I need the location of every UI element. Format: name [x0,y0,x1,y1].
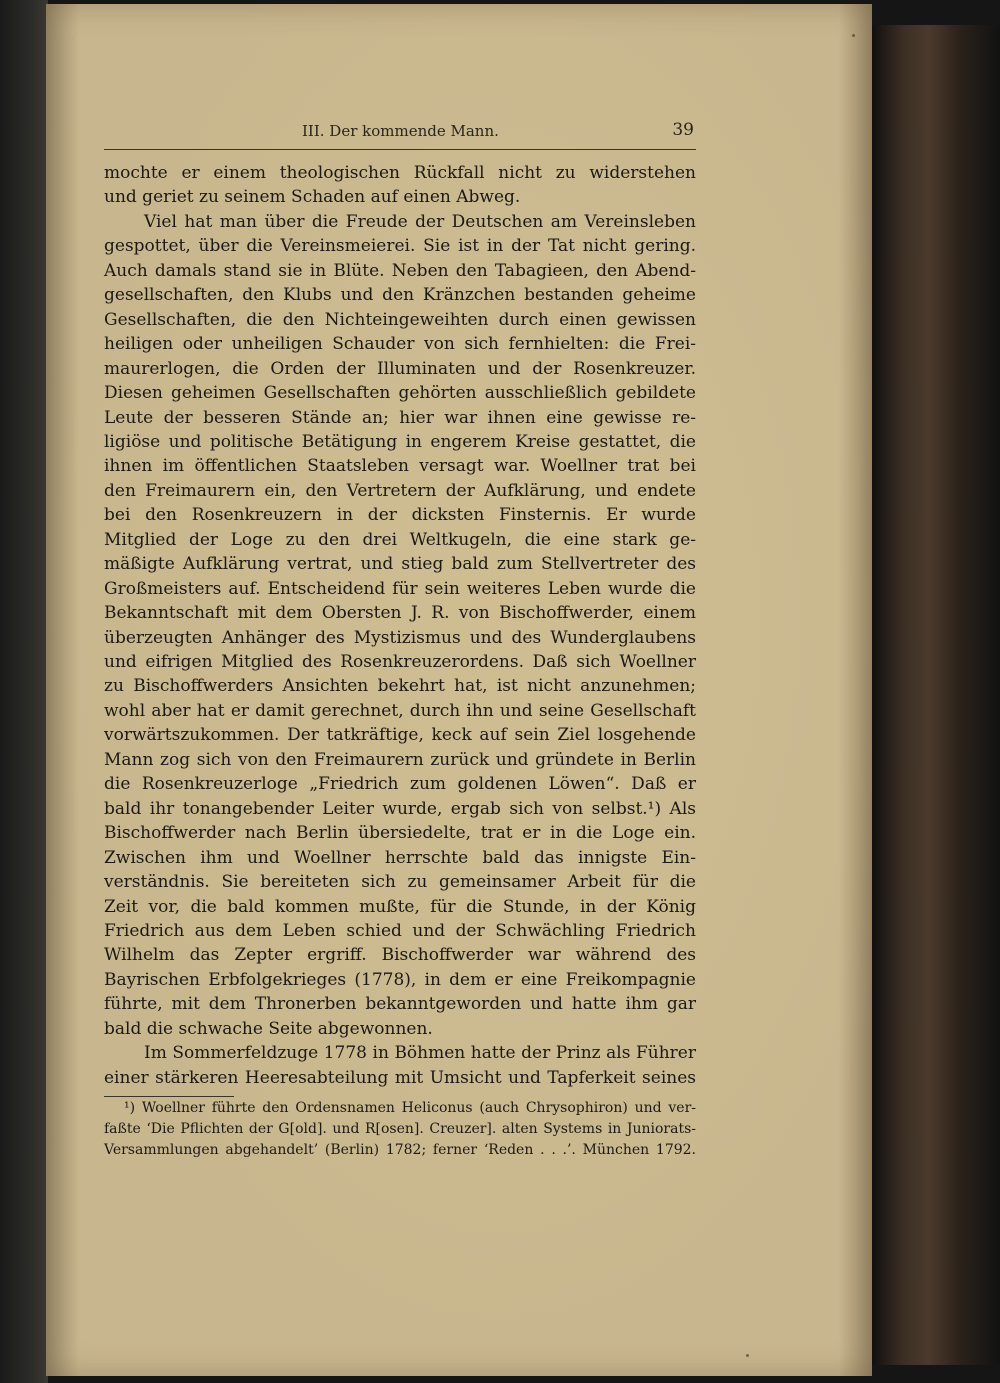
text-line: Im Sommerfeldzuge 1778 in Böhmen hatte der Prinz als Führer [144,1043,696,1064]
paper-speck [852,34,855,37]
text-line: den Freimaurern ein, den Vertretern der Aufklärung, und endete [104,480,696,501]
paper-speck [746,1354,749,1357]
text-line: und eifrigen Mitglied des Rosenkreuzerordens. Daß sich Woellner [104,652,696,672]
text-line: einer stärkeren Heeresabteilung mit Umsicht und Tapferkeit seines [104,1067,696,1088]
text-line: die Rosenkreuzerloge „Friedrich zum goldenen Löwen“. Daß er [104,774,696,795]
text-line: bald die schwache Seite abgewonnen. [104,1018,433,1039]
text-line: Zwischen ihm und Woellner herrschte bald das innigste Ein- [104,847,696,868]
footnote-line: faßte ‘Die Pflichten der G[old]. und R[osen]. Creuzer]. alten Systems in Juniorats- [104,1121,696,1137]
text-line: Bayrischen Erbfolgekrieges (1778), in dem er eine Freikompagnie [104,969,696,990]
text-line: gespottet, über die Vereinsmeierei. Sie ist in der Tat nicht gering. [104,236,696,257]
chapter-title: III. Der kommende Mann. [302,122,499,140]
text-line: Mitglied der Loge zu den drei Weltkugeln, die eine stark ge- [104,529,696,550]
text-line: bald ihr tonangebender Leiter wurde, ergab sich von selbst.¹) Als [104,798,696,819]
text-line: mäßigte Aufklärung vertrat, und stieg bald zum Stellvertreter des [104,554,696,575]
text-line: ihnen im öffentlichen Staatsleben versagt war. Woellner trat bei [104,456,696,477]
text-line: mochte er einem theologischen Rückfall nicht zu widerstehen [104,163,696,183]
text-line: gesellschaften, den Klubs und den Kränzchen bestanden geheime [104,285,696,306]
text-line: Auch damals stand sie in Blüte. Neben den Tabagieen, den Abend- [104,260,696,281]
text-line: führte, mit dem Thronerben bekanntgeworden und hatte ihm gar [104,994,696,1015]
footnote-line: Versammlungen abgehandelt’ (Berlin) 1782; ferner ‘Reden . . .’. München 1792. [104,1142,696,1158]
text-line: ligiöse und politische Betätigung in engerem Kreise gestattet, die [104,431,696,452]
text-line: überzeugten Anhänger des Mystizismus und des Wunderglaubens [104,627,696,648]
text-line: Mann zog sich von den Freimaurern zurück und gründete in Berlin [104,749,696,770]
text-line: Friedrich aus dem Leben schied und der Schwächling Friedrich [104,920,696,941]
text-line: wohl aber hat er damit gerechnet, durch ihn und seine Gesellschaft [104,700,696,721]
book-binding-edge [870,25,1000,1365]
header-rule [104,149,696,150]
text-line: Diesen geheimen Gesellschaften gehörten ausschließlich gebildete [104,383,696,404]
text-line: verständnis. Sie bereiteten sich zu gemeinsamer Arbeit für die [104,872,696,893]
text-line: Zeit vor, die bald kommen mußte, für die Stunde, in der König [104,896,696,917]
text-line: Viel hat man über die Freude der Deutschen am Vereinsleben [144,211,696,232]
text-line: Großmeisters auf. Entscheidend für sein weiteres Leben wurde die [104,578,696,599]
text-line: Bekanntschaft mit dem Obersten J. R. von Bischoffwerder, einem [104,603,696,624]
footnote-rule [104,1096,234,1097]
text-line: maurerlogen, die Orden der Illuminaten und der Rosenkreuzer. [104,358,696,379]
page-number: 39 [672,120,694,140]
left-page-edge [0,0,48,1383]
text-line: Wilhelm das Zepter ergriff. Bischoffwerder war während des [104,945,696,966]
text-line: und geriet zu seinem Schaden auf einen Abweg. [104,187,521,208]
page-sheet [46,4,872,1376]
text-line: Bischoffwerder nach Berlin übersiedelte, trat er in die Loge ein. [104,823,696,844]
text-line: bei den Rosenkreuzern in der dicksten Finsternis. Er wurde [104,505,696,526]
text-line: Gesellschaften, die den Nichteingeweihten durch einen gewissen [104,309,696,330]
footnote-line: ¹) Woellner führte den Ordensnamen Heliconus (auch Chrysophiron) und ver- [124,1100,696,1116]
text-line: Leute der besseren Stände an; hier war ihnen eine gewisse re- [104,407,696,428]
text-line: vorwärtszukommen. Der tatkräftige, keck auf sein Ziel losgehende [104,725,696,746]
running-head [104,120,696,146]
text-line: zu Bischoffwerders Ansichten bekehrt hat, ist nicht anzunehmen; [104,676,696,697]
text-line: heiligen oder unheiligen Schauder von sich fernhielten: die Frei- [104,334,696,355]
